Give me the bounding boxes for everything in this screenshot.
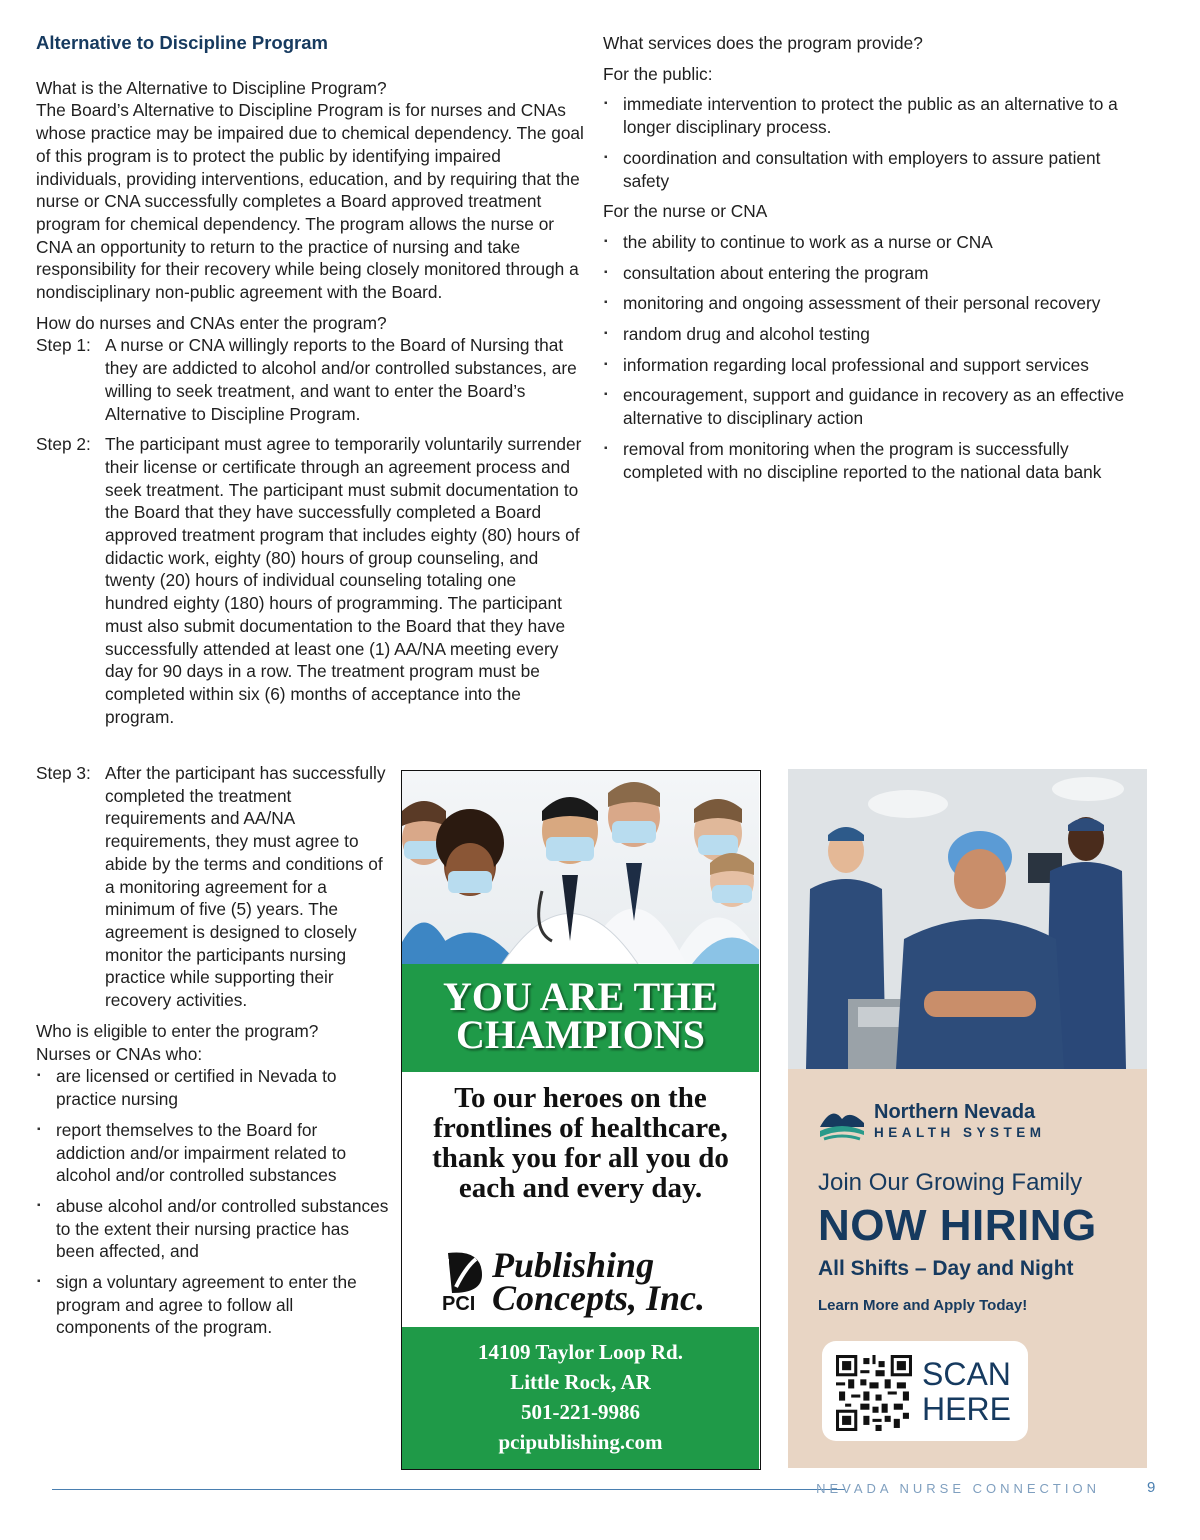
healthcare-workers-illustration (402, 771, 759, 964)
mountain-logo-icon (818, 1101, 866, 1145)
thanks-message: To our heroes on the frontlines of healthcare, thank you for all you do each and every day. (432, 1082, 729, 1204)
step-1 (36, 334, 584, 425)
eligible-intro: Nurses or CNAs who: (36, 1043, 203, 1064)
list-item: ▪ consultation about entering the program (603, 262, 1151, 285)
question-how-enter: How do nurses and CNAs enter the program? (36, 312, 387, 333)
qr-code-icon[interactable] (836, 1355, 912, 1431)
pci-wordmark-line-2: Concepts, Inc. (492, 1278, 706, 1318)
website-link[interactable]: pcipublishing.com (498, 1430, 663, 1454)
list-item: ▪ are licensed or certified in Nevada to practice nursing (36, 1065, 391, 1110)
section-title: Alternative to Discipline Program (36, 32, 328, 53)
step-text: A nurse or CNA willingly reports to the Board of Nursing that they are addicted to alcohol and/or controlled substances, are willing to seek treatment, and want to enter the Board’s Alternative to Discipline Program. (105, 335, 577, 424)
list-item: ▪ report themselves to the Board for addiction and/or impairment related to alcohol and/or controlled substances (36, 1119, 391, 1187)
step-label: Step 1: (36, 335, 91, 356)
eligibility-section (36, 1020, 391, 1339)
list-item: ▪ the ability to continue to work as a nurse or CNA (603, 231, 1151, 254)
step-2 (36, 433, 584, 728)
now-hiring-heading: NOW HIRING (818, 1201, 1097, 1250)
nnhs-logo (818, 1101, 1118, 1147)
step-text: The participant must agree to temporarily voluntarily surrender their license or certificate through an agreement process and seek treatment. The participant must submit documentation to the Board that they have successfully completed a Board approved treatment program that includes eighty (80) hours of didactic work, eighty (80) hours of group counseling, and twenty (20) hours of individual counseling totaling one hundred eighty (180) hours of programming. The participant must also submit documentation to the Board that they have successfully attended at least one (1) AA/NA meeting every day for 90 days in a row. The treatment program must be completed within six (6) months of acceptance into the program. (105, 434, 582, 727)
list-item: ▪ removal from monitoring when the program is successfully completed with no discipline reported to the national data bank (603, 438, 1151, 483)
list-item: ▪ immediate intervention to protect the public as an alternative to a longer disciplinary process. (603, 93, 1151, 138)
public-label: For the public: (603, 63, 713, 84)
nurse-label: For the nurse or CNA (603, 201, 768, 222)
pci-wordmark (492, 1245, 706, 1318)
apply-cta[interactable]: Learn More and Apply Today! (818, 1297, 1028, 1314)
list-item: ▪ random drug and alcohol testing (603, 323, 1151, 346)
list-item: ▪ sign a voluntary agreement to enter the program and agree to follow all components of the program. (36, 1271, 391, 1339)
scan-line-1: SCAN (922, 1356, 1011, 1392)
page-number: 9 (1147, 1479, 1156, 1496)
banner-line-2: CHAMPIONS (456, 1012, 705, 1057)
phone-number: 501-221-9986 (521, 1400, 640, 1424)
address-line-2: Little Rock, AR (510, 1370, 651, 1394)
right-column (603, 32, 1151, 483)
pci-wordmark-line-1: Publishing (492, 1245, 655, 1285)
left-column (36, 32, 584, 728)
list-item: ▪ coordination and consultation with employers to assure patient safety (603, 147, 1151, 192)
join-tagline: Join Our Growing Family (818, 1169, 1083, 1196)
list-item: ▪ abuse alcohol and/or controlled substances to the extent their nursing practice has been affected, and (36, 1195, 391, 1263)
question-what-is: What is the Alternative to Discipline Program? (36, 77, 387, 98)
nnhs-system: HEALTH SYSTEM (874, 1125, 1046, 1140)
list-item: ▪ encouragement, support and guidance in recovery as an effective alternative to disciplinary action (603, 384, 1151, 429)
program-description: The Board’s Alternative to Discipline Program is for nurses and CNAs whose practice may be impaired due to chemical dependency. The goal of this program is to protect the public by identifying impaired individuals, providing interventions, education, and by requiring that the nurse or CNA successfully completes a Board approved treatment program for chemical dependency. The program allows the nurse or CNA an opportunity to return to the practice of nursing and take responsibility for their recovery while being closely monitored through a nondisciplinary non-public agreement with the Board. (36, 100, 584, 303)
question-eligible: Who is eligible to enter the program? (36, 1021, 319, 1041)
step-label: Step 2: (36, 434, 91, 455)
step-3 (36, 762, 396, 1012)
footer-rule (52, 1489, 845, 1490)
pci-contact (402, 1327, 759, 1469)
nnhs-name: Northern Nevada (874, 1101, 1036, 1123)
scan-box[interactable] (822, 1341, 1028, 1441)
step-text: After the participant has successfully completed the treatment requirements and AA/NA requirements, they must agree to abide by the terms and conditions of a monitoring agreement for a minimum of five (5) years. The agreement is designed to closely monitor the participants nursing practice while supporting their recovery activities. (105, 763, 386, 1011)
publication-name: NEVADA NURSE CONNECTION (816, 1481, 1100, 1496)
scan-line-2: HERE (922, 1391, 1011, 1427)
scan-here-text (922, 1357, 1011, 1427)
banner-line-1: YOU ARE THE (443, 974, 718, 1019)
shifts-text: All Shifts – Day and Night (818, 1257, 1074, 1280)
list-item: ▪ monitoring and ongoing assessment of their personal recovery (603, 292, 1151, 315)
pci-advertisement[interactable] (401, 770, 761, 1470)
champions-banner (402, 964, 759, 1072)
pci-mark: PCI (442, 1293, 476, 1315)
nnhs-advertisement[interactable] (788, 769, 1147, 1468)
pci-logo (442, 1245, 742, 1319)
question-services: What services does the program provide? (603, 33, 923, 53)
healthcare-workers-photo (402, 771, 759, 964)
step-label: Step 3: (36, 763, 91, 783)
surgical-team-photo (788, 769, 1147, 1069)
list-item: ▪ information regarding local professional and support services (603, 354, 1151, 377)
surgical-team-illustration (788, 769, 1147, 1069)
address-line-1: 14109 Taylor Loop Rd. (477, 1340, 683, 1364)
